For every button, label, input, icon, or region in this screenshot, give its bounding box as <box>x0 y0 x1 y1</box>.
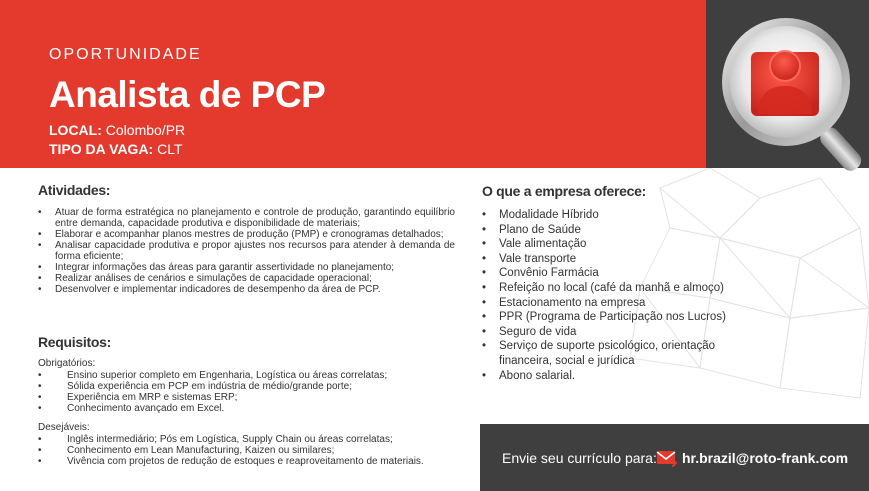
footer-contact <box>480 424 869 491</box>
list-item: • Vale transporte <box>482 252 752 267</box>
email-link[interactable]: hr.brazil@roto-frank.com <box>682 450 849 466</box>
list-item: • Elaborar e acompanhar planos mestres de produção (PMP) e cronogramas detalhados; <box>38 229 455 240</box>
list-item: • Convênio Farmácia <box>482 266 752 281</box>
list-item: • Abono salarial. <box>482 369 752 384</box>
footer-text: Envie seu currículo para: <box>502 450 657 466</box>
list-item: • Realizar análises de cenários e simulações de capacidade operacional; <box>38 273 455 284</box>
page-title: Analista de PCP <box>49 74 326 115</box>
list-item: • Atuar de forma estratégica no planejamento e controle de produção, garantindo equilíbrio entre demanda, capacidade produtiva e disponibilidade de materiais; <box>38 207 455 229</box>
list-item: • Conhecimento avançado em Excel. <box>38 403 468 414</box>
list-item: • Serviço de suporte psicológico, orientação financeira, social e jurídica <box>482 339 752 368</box>
magnifier-person-icon <box>718 14 869 180</box>
list-item: • Estacionamento na empresa <box>482 296 752 311</box>
tipo-value: CLT <box>157 141 183 157</box>
list-item: • Ensino superior completo em Engenharia, Logística ou áreas correlatas; <box>38 370 468 381</box>
list-item: • Plano de Saúde <box>482 223 752 238</box>
local-info <box>49 122 185 138</box>
beneficios-list <box>482 208 752 383</box>
list-item: • Desenvolver e implementar indicadores de desempenho da área de PCP. <box>38 284 455 295</box>
list-item: • Conhecimento em Lean Manufacturing, Kaizen ou similares; <box>38 445 468 456</box>
desejaveis-label: Desejáveis: <box>38 422 90 433</box>
list-item: • Sólida experiência em PCP em indústria de médio/grande porte; <box>38 381 468 392</box>
atividades-title: Atividades: <box>38 182 111 198</box>
obrigatorios-list <box>38 370 468 414</box>
mail-icon <box>656 448 678 468</box>
atividades-list <box>38 207 455 295</box>
beneficios-title: O que a empresa oferece: <box>482 183 646 199</box>
list-item: • Vivência com projetos de redução de estoques e reaproveitamento de materiais. <box>38 456 468 467</box>
kicker: OPORTUNIDADE <box>49 46 202 63</box>
tipo-label: TIPO DA VAGA: <box>49 141 154 157</box>
list-item: • Seguro de vida <box>482 325 752 340</box>
list-item: • Vale alimentação <box>482 237 752 252</box>
list-item: • Analisar capacidade produtiva e propor ajustes nos recursos para atender à demanda de forma eficiente; <box>38 240 455 262</box>
obrigatorios-label: Obrigatórios: <box>38 358 96 369</box>
list-item: • Refeição no local (café da manhã e almoço) <box>482 281 752 296</box>
local-label: LOCAL: <box>49 122 102 138</box>
list-item: • Inglês intermediário; Pós em Logística, Supply Chain ou áreas correlatas; <box>38 434 468 445</box>
list-item: • Experiência em MRP e sistemas ERP; <box>38 392 468 403</box>
tipo-info <box>49 141 183 157</box>
list-item: • Modalidade Híbrido <box>482 208 752 223</box>
list-item: • PPR (Programa de Participação nos Lucros) <box>482 310 752 325</box>
local-value: Colombo/PR <box>105 122 186 138</box>
requisitos-title: Requisitos: <box>38 334 111 350</box>
list-item: • Integrar informações das áreas para garantir assertividade no planejamento; <box>38 262 455 273</box>
desejaveis-list <box>38 434 468 467</box>
